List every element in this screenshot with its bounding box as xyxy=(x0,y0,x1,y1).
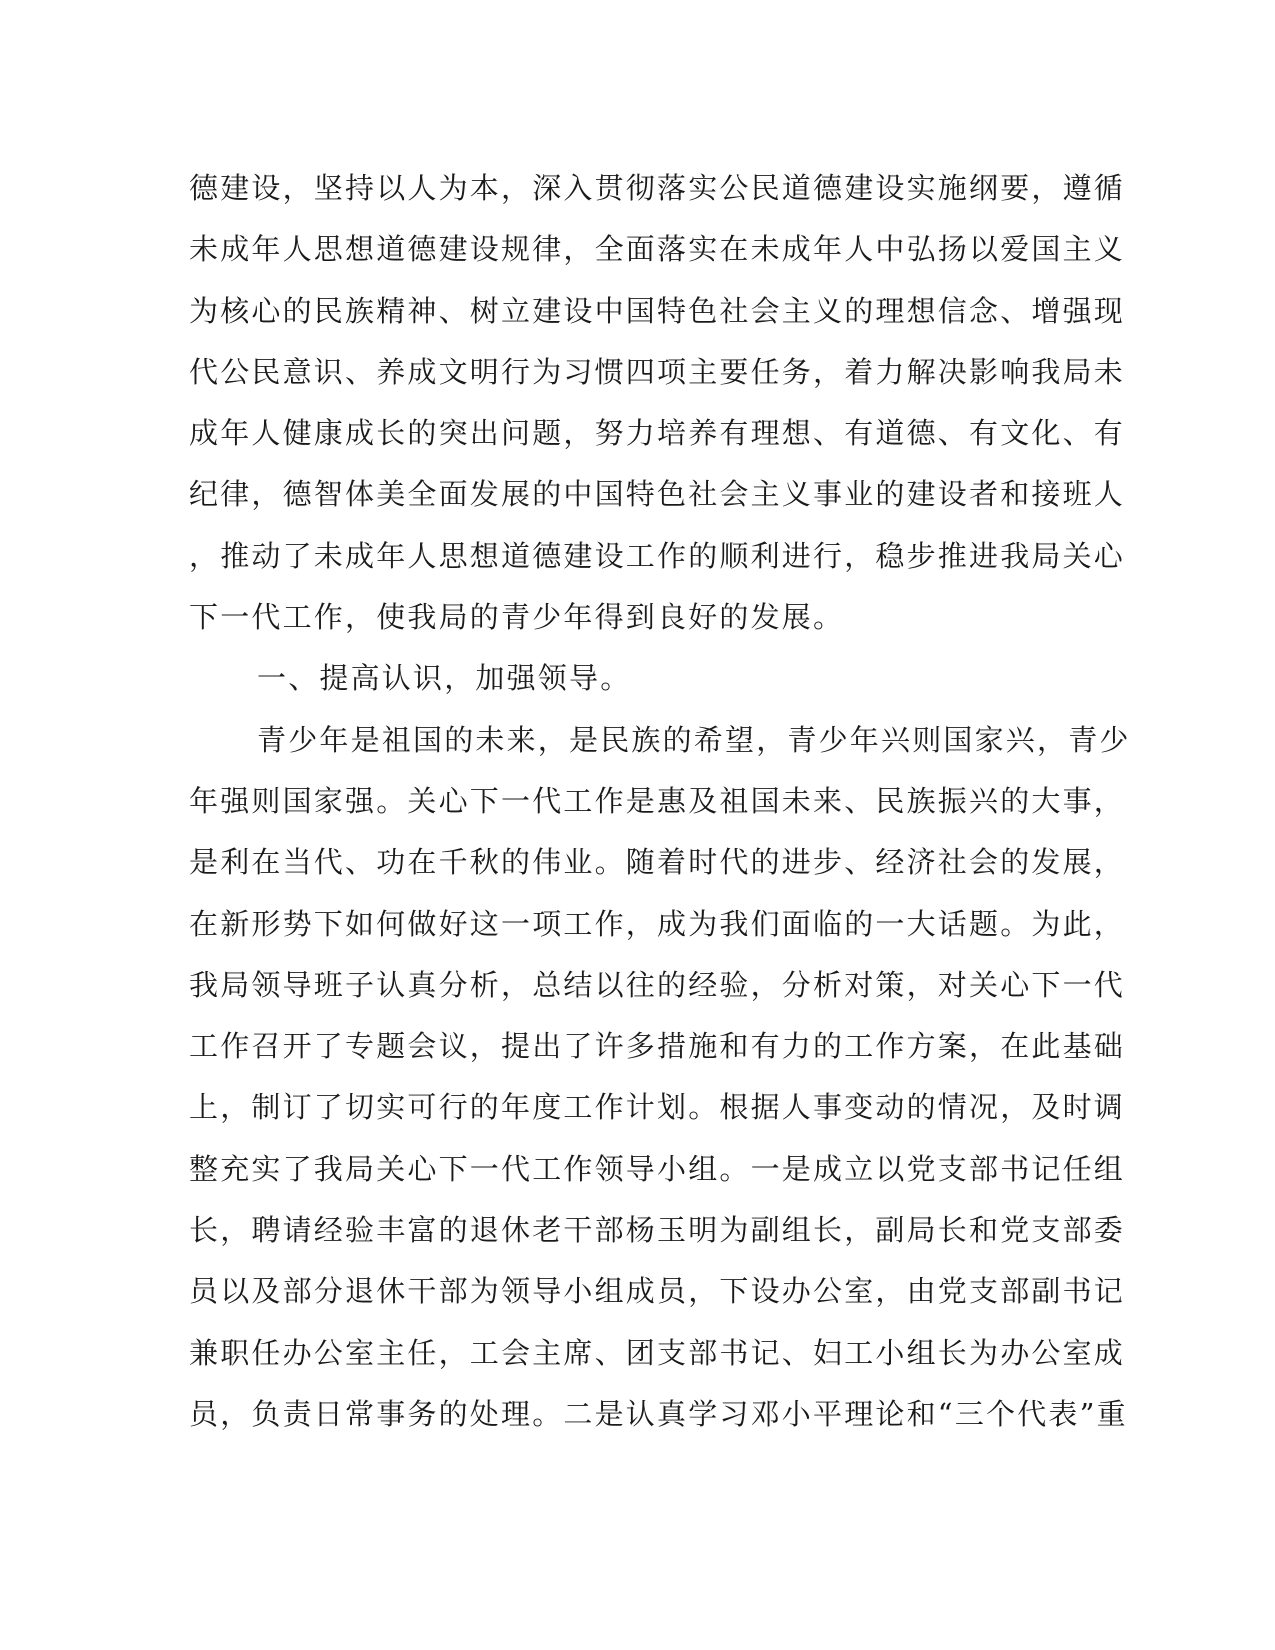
text-line: ，推动了未成年人思想道德建设工作的顺利进行，稳步推进我局关心 xyxy=(189,538,1126,573)
text-line: 在新形势下如何做好这一项工作，成为我们面临的一大话题。为此， xyxy=(189,906,1126,941)
text-line: 长，聘请经验丰富的退休老干部杨玉明为副组长，副局长和党支部委 xyxy=(189,1213,1126,1248)
text-line: 我局领导班子认真分析，总结以往的经验，分析对策，对关心下一代 xyxy=(189,967,1126,1002)
text-line: 未成年人思想道德建设规律，全面落实在未成年人中弘扬以爱国主义 xyxy=(189,232,1126,267)
body-text xyxy=(189,158,1131,1445)
text-line: 员，负责日常事务的处理。二是认真学习邓小平理论和“三个代表”重 xyxy=(189,1396,1128,1431)
text-line: 是利在当代、功在千秋的伟业。随着时代的进步、经济社会的发展， xyxy=(189,845,1126,880)
text-line: 下一代工作，使我局的青少年得到良好的发展。 xyxy=(189,600,845,635)
text-line: 德建设，坚持以人为本，深入贯彻落实公民道德建设实施纲要，遵循 xyxy=(189,171,1126,205)
section-heading: 一、提高认识，加强领导。 xyxy=(257,661,632,696)
text-line: 工作召开了专题会议，提出了许多措施和有力的工作方案，在此基础 xyxy=(189,1029,1126,1064)
paragraph-first-line: 青少年是祖国的未来，是民族的希望，青少年兴则国家兴，青少 xyxy=(257,722,1131,757)
text-line: 年强则国家强。关心下一代工作是惠及祖国未来、民族振兴的大事， xyxy=(189,783,1126,818)
text-line: 上，制订了切实可行的年度工作计划。根据人事变动的情况，及时调 xyxy=(189,1090,1126,1125)
text-line: 整充实了我局关心下一代工作领导小组。一是成立以党支部书记任组 xyxy=(189,1151,1126,1186)
text-line: 成年人健康成长的突出问题，努力培养有理想、有道德、有文化、有 xyxy=(189,416,1126,451)
text-line: 纪律，德智体美全面发展的中国特色社会主义事业的建设者和接班人 xyxy=(189,477,1126,512)
text-line: 代公民意识、养成文明行为习惯四项主要任务，着力解决影响我局未 xyxy=(189,354,1126,389)
text-line: 兼职任办公室主任，工会主席、团支部书记、妇工小组长为办公室成 xyxy=(189,1335,1126,1370)
text-line: 为核心的民族精神、树立建设中国特色社会主义的理想信念、增强现 xyxy=(189,293,1126,328)
text-line: 员以及部分退休干部为领导小组成员，下设办公室，由党支部副书记 xyxy=(189,1274,1126,1309)
